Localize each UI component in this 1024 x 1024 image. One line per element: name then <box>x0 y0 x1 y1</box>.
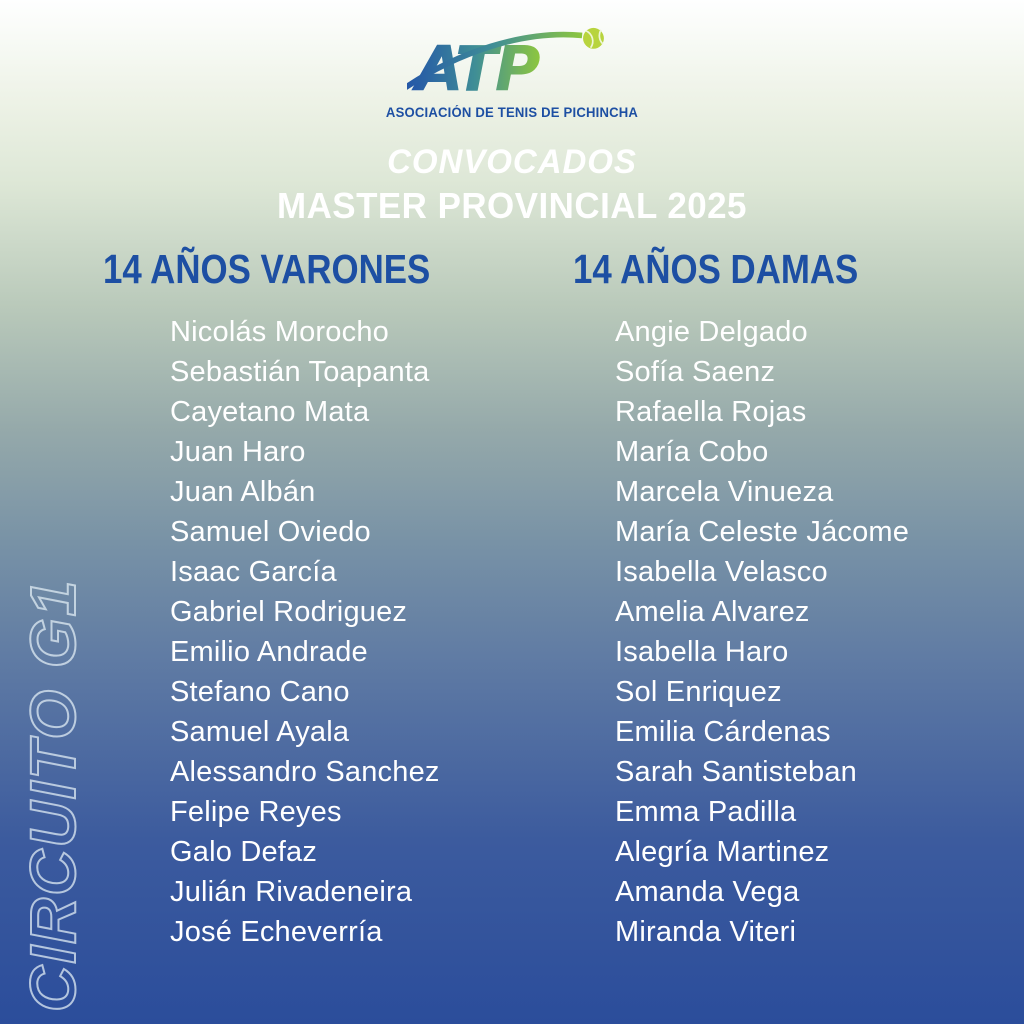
list-item: Juan Albán <box>170 476 316 508</box>
header-14-varones: 14 AÑOS VARONES <box>103 246 431 292</box>
list-item: María Celeste Jácome <box>615 516 910 548</box>
list-item: Isabella Velasco <box>615 556 828 588</box>
header-14-damas: 14 AÑOS DAMAS <box>573 246 859 292</box>
names-list-varones <box>170 312 440 952</box>
list-item: Marcela Vinueza <box>615 476 834 508</box>
list-item: Angie Delgado <box>615 316 808 348</box>
list-item: Sebastián Toapanta <box>170 356 430 388</box>
names-list-damas <box>615 312 909 952</box>
list-item: Cayetano Mata <box>170 396 370 428</box>
logo <box>0 26 1024 120</box>
list-item: Sol Enriquez <box>615 676 782 708</box>
list-item: María Cobo <box>615 436 769 468</box>
list-item: Felipe Reyes <box>170 796 342 828</box>
logo-acronym: ATP <box>415 32 538 98</box>
list-item: Galo Defaz <box>170 836 318 868</box>
list-item: Isaac García <box>170 556 337 588</box>
list-item: Stefano Cano <box>170 676 350 708</box>
list-item: Samuel Ayala <box>170 716 350 748</box>
list-item: Emilia Cárdenas <box>615 716 831 748</box>
list-item: Gabriel Rodriguez <box>170 596 408 628</box>
list-item: Samuel Oviedo <box>170 516 371 548</box>
list-item: Emma Padilla <box>615 796 797 828</box>
list-item: Emilio Andrade <box>170 636 368 668</box>
list-item: Amanda Vega <box>615 876 800 908</box>
title-convocados: CONVOCADOS <box>387 143 637 181</box>
list-item: Alessandro Sanchez <box>170 756 440 788</box>
list-item: José Echeverría <box>170 916 383 948</box>
list-item: Juan Haro <box>170 436 306 468</box>
title-master-provincial: MASTER PROVINCIAL 2025 <box>277 185 747 226</box>
list-item: Isabella Haro <box>615 636 789 668</box>
list-item: Sarah Santisteban <box>615 756 858 788</box>
list-item: Miranda Viteri <box>615 916 797 948</box>
list-item: Julián Rivadeneira <box>170 876 413 908</box>
list-item: Nicolás Morocho <box>170 316 389 348</box>
title-block <box>0 143 1024 227</box>
watermark-circuito-g1: CIRCUITO G1 <box>17 578 89 1012</box>
list-item: Alegría Martinez <box>615 836 830 868</box>
list-item: Rafaella Rojas <box>615 396 807 428</box>
list-item: Amelia Alvarez <box>615 596 810 628</box>
atp-logo-icon <box>407 26 617 98</box>
logo-tagline: ASOCIACIÓN DE TENIS DE PICHINCHA <box>385 105 639 120</box>
tennis-ball-icon <box>583 28 604 49</box>
list-item: Sofía Saenz <box>615 356 776 388</box>
